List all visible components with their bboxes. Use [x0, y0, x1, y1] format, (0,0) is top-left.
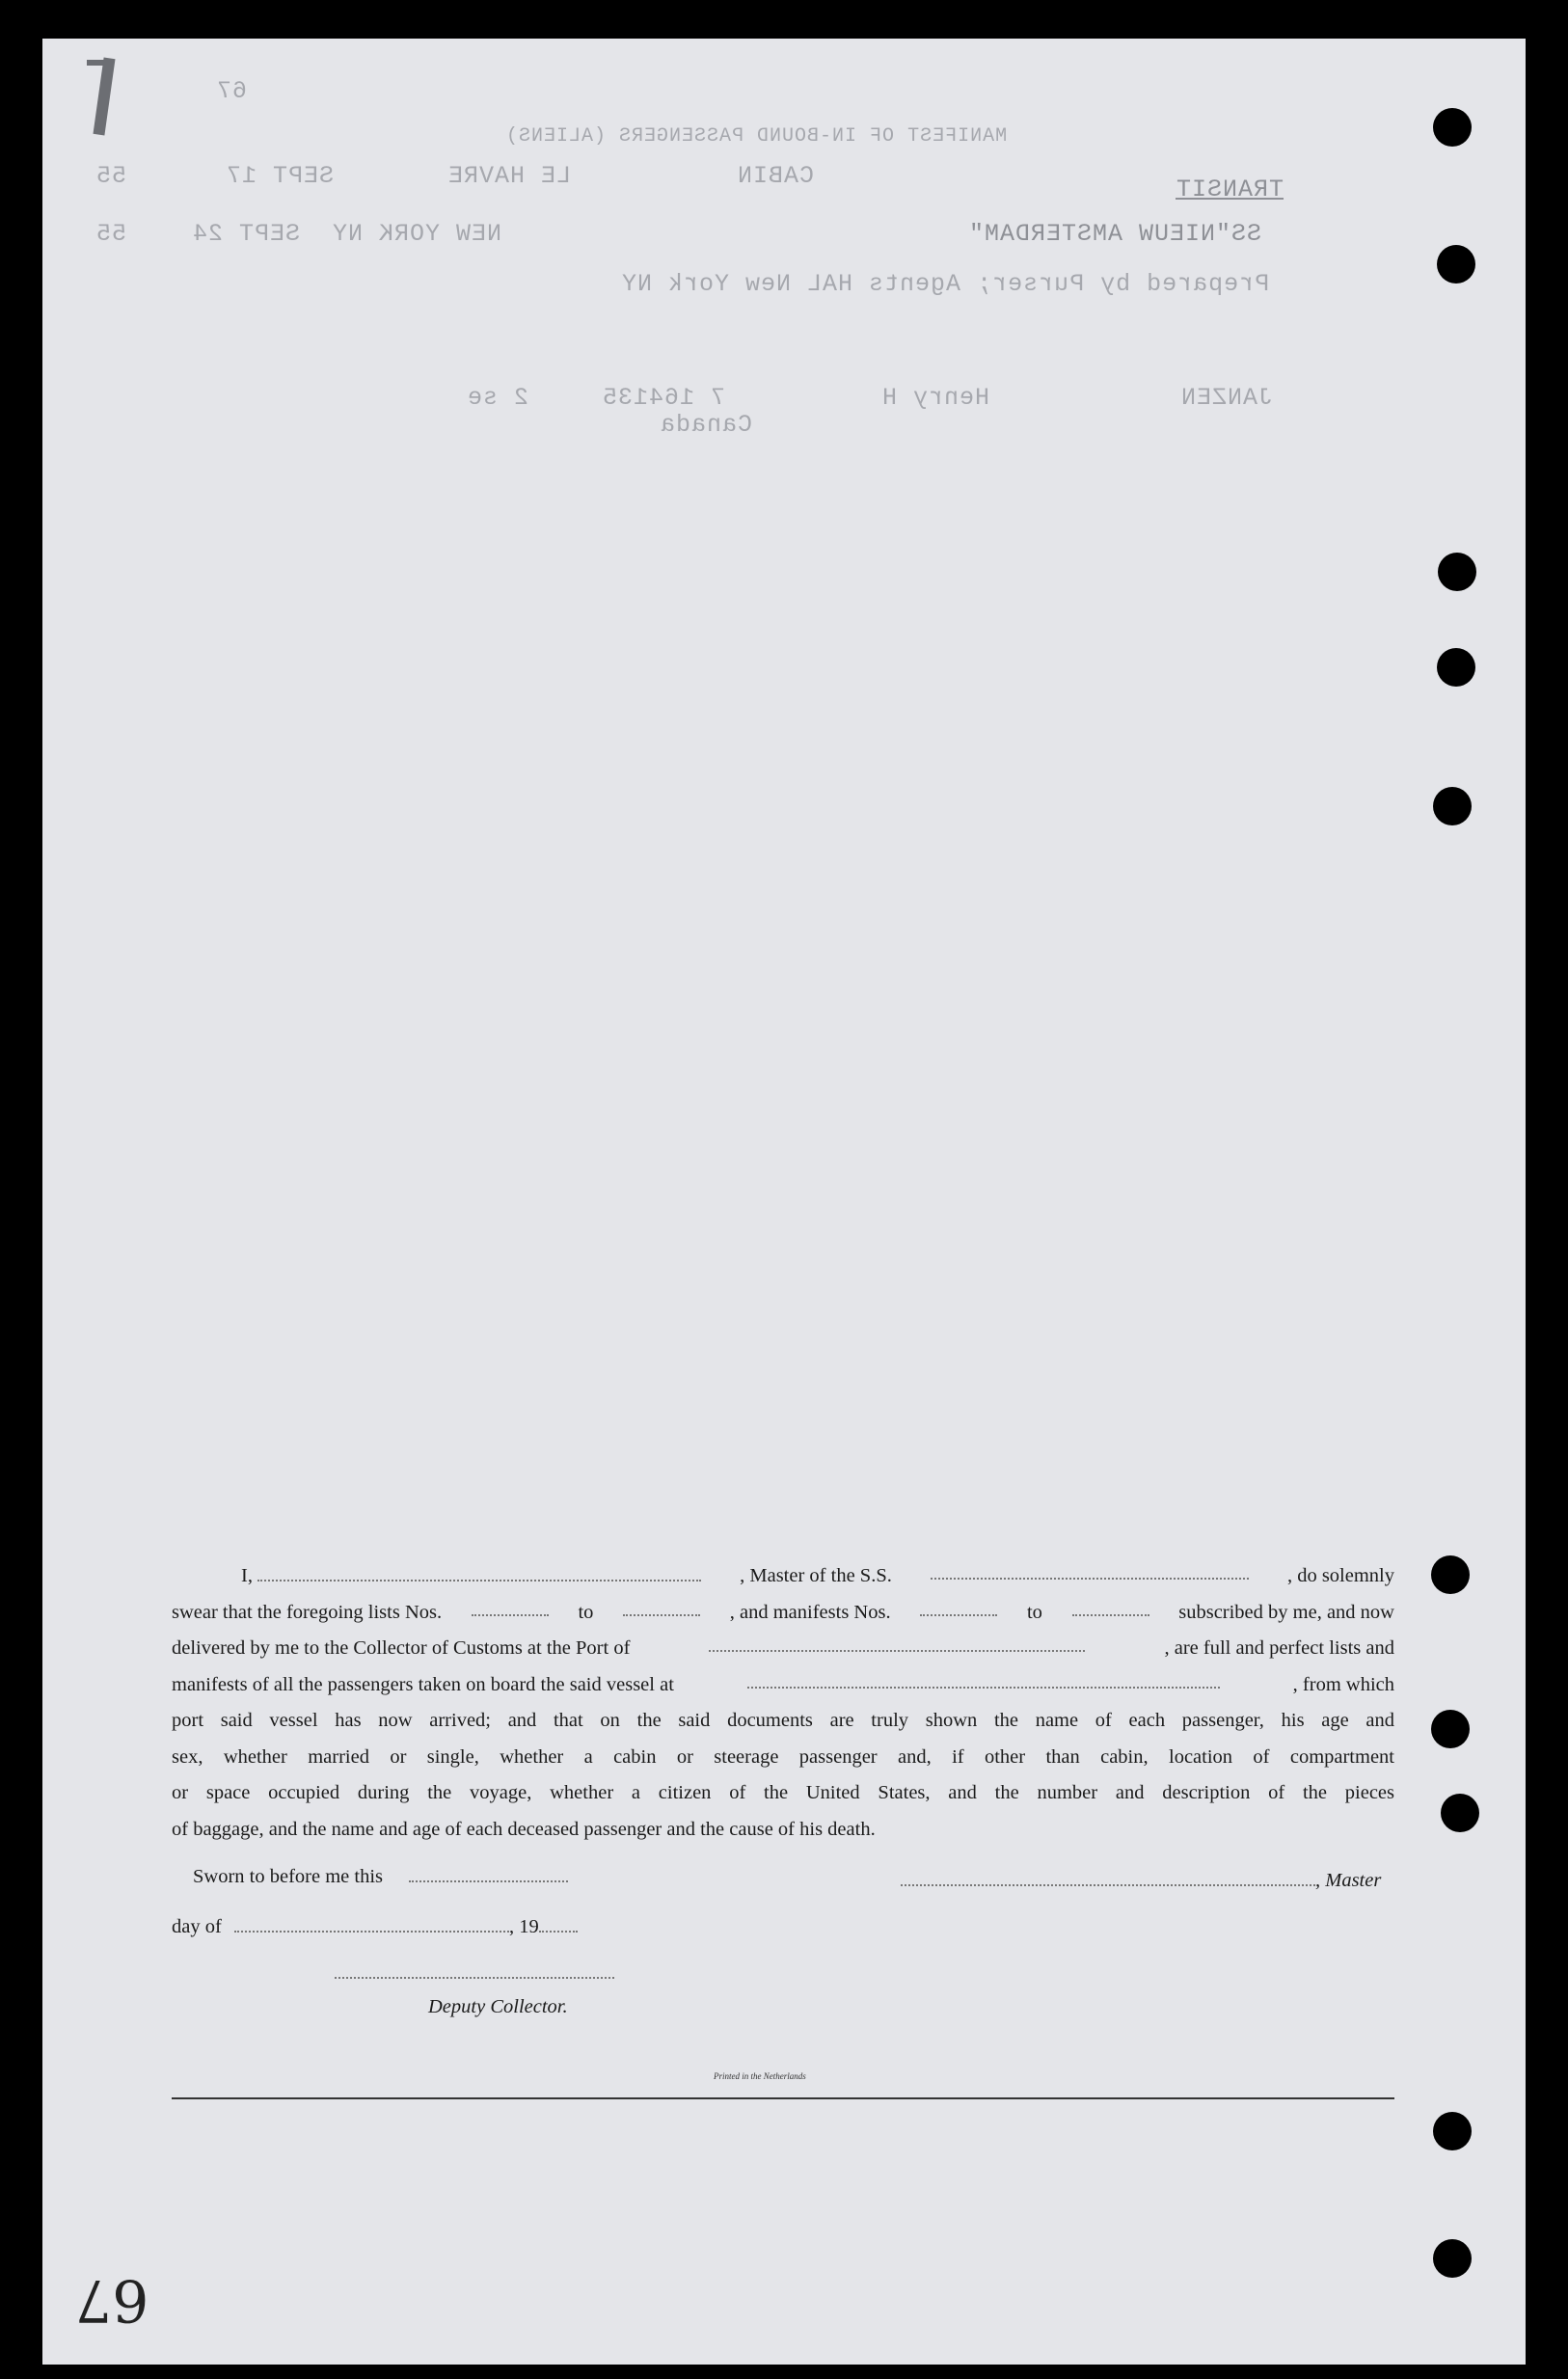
declaration-line: [172, 1558, 1394, 1595]
ghost-header: MANIFEST OF IN-BOUND PASSENGERS (ALIENS): [505, 125, 1008, 148]
manifest-page: [42, 39, 1526, 2365]
ghost-prepared-by: Prepared by Purser; Agents HAL New York NY: [621, 270, 1270, 298]
declaration-line: [172, 1667, 1394, 1704]
ghost-arrival-date: SEPT 24: [192, 220, 301, 248]
binder-hole: [1438, 553, 1476, 591]
sworn-line: [193, 1861, 568, 1888]
year-blank: [539, 1911, 578, 1933]
binder-hole: [1433, 2239, 1472, 2278]
ghost-port: LE HAVRE: [447, 162, 572, 190]
handwritten-number: 67: [75, 2266, 149, 2334]
ghost-arrival-port: NEW YORK NY: [332, 220, 502, 248]
footer-rule: [172, 2097, 1394, 2099]
declaration-line: sex, whether married or single, whether a cabin or steerage passenger and, if other than cabin, location of compartment: [172, 1745, 1394, 1768]
master-declaration: [172, 1558, 1394, 1848]
declaration-text: to: [1026, 1601, 1042, 1623]
declaration-line: of baggage, and the name and age of each deceased passenger and the cause of his death.: [172, 1818, 876, 1840]
declaration-line: or space occupied during the voyage, whether a citizen of the United States, and the number and description of the pieces: [172, 1782, 1394, 1803]
list-to-blank: [623, 1595, 700, 1616]
declaration-text: , from which: [1292, 1673, 1394, 1695]
ghost-year-1: 55: [95, 162, 127, 190]
manifest-from-blank: [920, 1595, 997, 1616]
declaration-text: , Master of the S.S.: [740, 1565, 892, 1586]
binder-hole: [1431, 1555, 1470, 1594]
declaration-text: swear that the foregoing lists Nos.: [172, 1601, 443, 1623]
ghost-given-name: Henry H: [881, 384, 990, 412]
sworn-label: Sworn to before me this: [193, 1866, 383, 1887]
ghost-page-number: 67: [216, 77, 248, 105]
declaration-text: to: [578, 1601, 594, 1623]
departure-port-blank: [747, 1667, 1220, 1689]
ghost-ship-name: SS"NIEUW AMSTERDAM": [968, 220, 1262, 248]
port-blank: [709, 1631, 1085, 1652]
deputy-signature-blank: [335, 1958, 614, 1985]
declaration-text: , are full and perfect lists and: [1164, 1637, 1394, 1659]
declaration-line: [172, 1631, 1394, 1667]
day-of-line: [172, 1911, 578, 1938]
declaration-text: subscribed by me, and now: [1178, 1601, 1394, 1623]
binder-hole: [1433, 787, 1472, 825]
ghost-transit: TRANSIT: [1176, 176, 1284, 203]
ghost-col: 2 se: [467, 384, 529, 412]
declaration-line: [172, 1595, 1394, 1632]
month-blank: [234, 1911, 509, 1933]
ghost-doc-no: 7 164135: [602, 384, 726, 412]
ghost-year-2: 55: [95, 220, 127, 248]
ghost-country: Canada: [660, 411, 753, 439]
binder-hole: [1441, 1794, 1479, 1832]
declaration-text: delivered by me to the Collector of Customs at the Port of: [172, 1637, 631, 1659]
ghost-class: CABIN: [737, 162, 815, 190]
deputy-collector-label: Deputy Collector.: [428, 1996, 568, 2017]
pencil-mark: [93, 58, 115, 136]
binder-hole: [1433, 2112, 1472, 2150]
year-prefix: , 19: [508, 1916, 539, 1937]
binder-hole: [1437, 648, 1475, 687]
manifest-to-blank: [1072, 1595, 1149, 1616]
master-signature-blank: [901, 1865, 1315, 1886]
master-label: , Master: [1315, 1870, 1382, 1891]
declaration-line: port said vessel has now arrived; and that on the said documents are truly shown the name of each passenger, his age and: [172, 1710, 1394, 1731]
ghost-surname: JANZEN: [1180, 384, 1274, 412]
day-of-label: day of: [172, 1916, 222, 1937]
pencil-mark: [87, 60, 114, 66]
master-signature: [901, 1865, 1381, 1892]
binder-hole: [1433, 108, 1472, 147]
binder-hole: [1437, 245, 1475, 284]
list-from-blank: [472, 1595, 549, 1616]
ship-name-blank: [931, 1558, 1249, 1580]
declaration-text: manifests of all the passengers taken on board the said vessel at: [172, 1673, 674, 1695]
sworn-day-blank: [409, 1861, 568, 1882]
master-name-blank: [257, 1560, 701, 1581]
printed-in-label: Printed in the Netherlands: [714, 2071, 806, 2081]
binder-hole: [1431, 1710, 1470, 1748]
ghost-sailing-date: SEPT 17: [226, 162, 335, 190]
declaration-text: , do solemnly: [1286, 1565, 1394, 1586]
declaration-text: I,: [241, 1565, 253, 1586]
declaration-text: , and manifests Nos.: [729, 1601, 891, 1623]
